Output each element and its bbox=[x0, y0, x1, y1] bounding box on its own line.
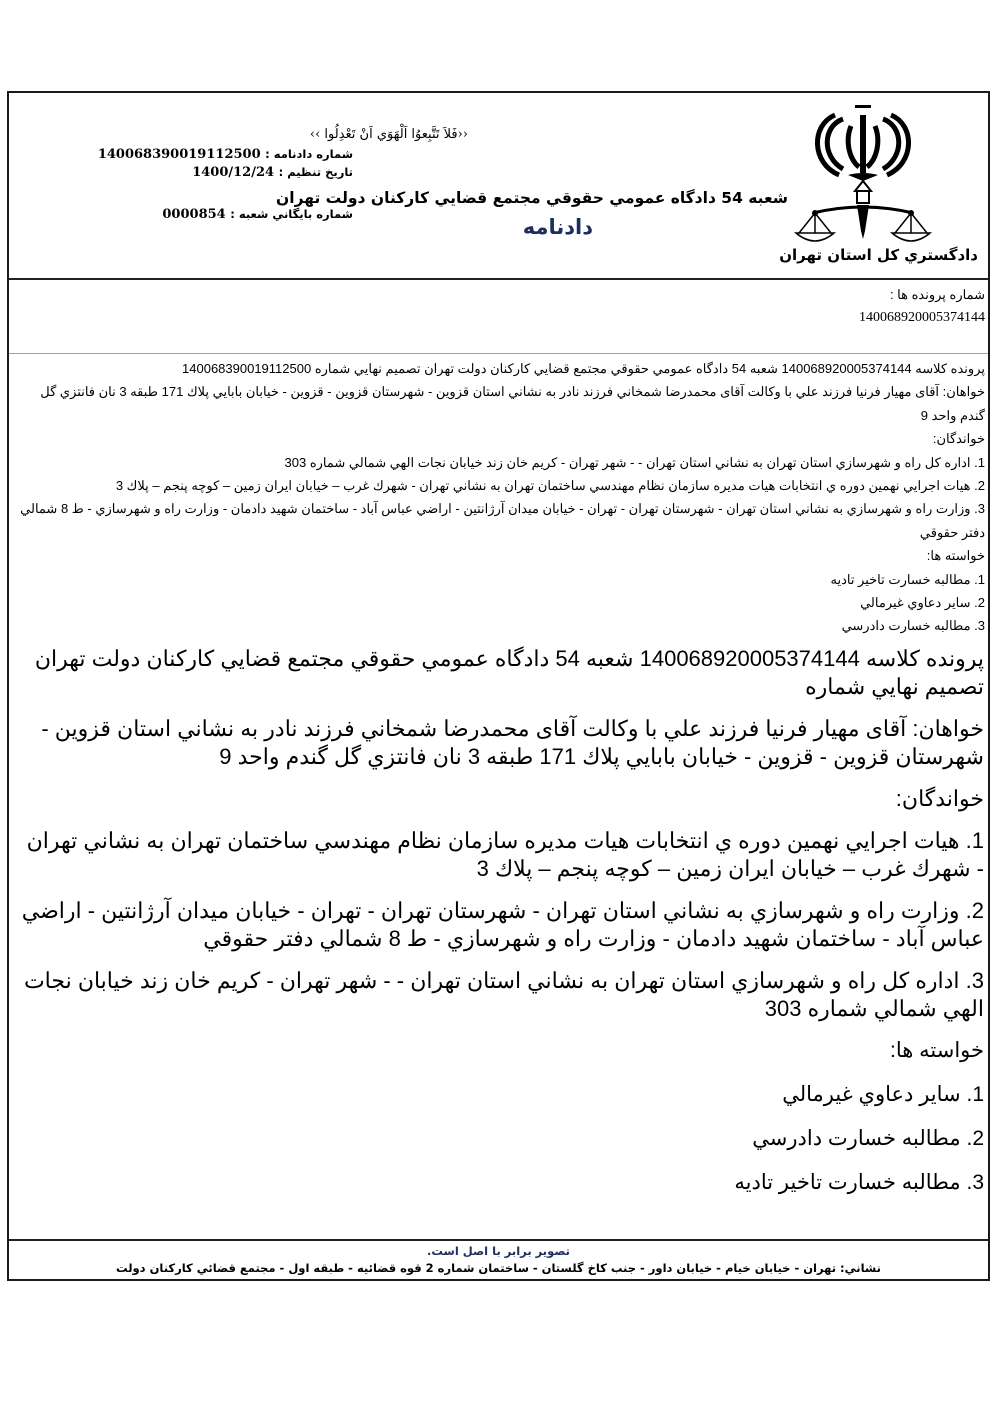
verdict-number-label: شماره دادنامه : bbox=[265, 147, 353, 161]
request-item: 2. ساير دعاوي غيرمالي bbox=[860, 595, 985, 611]
defendants-label: خواندگان: bbox=[895, 786, 984, 811]
case-line: پرونده كلاسه 140068920005374144 شعبه 54 دادگاه عمومي حقوقي مجتمع قضايي كاركنان دولت تهران تصميم نهايي شماره 140068390019112500 bbox=[182, 361, 985, 376]
request-item: 3. مطالبه خسارت دادرسي bbox=[841, 618, 985, 634]
case-summary-large bbox=[9, 645, 988, 1213]
case-files-label: شماره پرونده ها : bbox=[889, 287, 985, 302]
requests-label: خواسته ها: bbox=[890, 1039, 984, 1062]
defendants-label: خواندگان: bbox=[932, 431, 985, 447]
issue-date-label: تاريخ تنظيم : bbox=[278, 165, 353, 179]
document-frame bbox=[7, 91, 990, 1281]
defendant-item: 3. وزارت راه و شهرسازي به نشاني استان تهران - شهرستان تهران - تهران - خيابان ميدان آرژانتين - اراضي عباس آباد - ساختمان شهيد دادمان - وزارت راه و شهرسازي - ط 8 شمالي دفتر حقوقي bbox=[20, 501, 985, 540]
plaintiff: خواهان: آقای مهيار فرنيا فرزند علي با وكالت آقای محمدرضا شمخاني فرزند نادر به نشاني استان قزوين - شهرستان قزوين - قزوين - خيابان بابايي پلاك 171 طبقه 3 نان فانتزي گل گندم واحد 9 bbox=[41, 716, 984, 769]
document-title: دادنامه bbox=[522, 215, 593, 239]
verdict-number-value: 140068390019112500 bbox=[97, 147, 261, 162]
verdict-number bbox=[98, 147, 353, 162]
defendant-item: 3. اداره كل راه و شهرسازي استان تهران به نشاني استان تهران - - شهر تهران - كريم خان زند خيابان نجات الهي شمالي شماره 303 bbox=[23, 968, 984, 1021]
judiciary-emblem-icon bbox=[793, 101, 933, 246]
request-item: 2. مطالبه خسارت دادرسي bbox=[752, 1127, 984, 1150]
plaintiff: خواهان: آقای مهيار فرنيا فرزند علي با وكالت آقای محمدرضا شمخاني فرزند نادر به نشاني استان قزوين - شهرستان قزوين - قزوين - خيابان بابايي پلاك 171 طبقه 3 نان فانتزي گل گندم واحد 9 bbox=[40, 384, 985, 423]
defendant-item: 2. هيات اجرايي نهمين دوره ي انتخابات هيات مديره سازمان نظام مهندسي ساختمان تهران به نشاني تهران - شهرك غرب – خيابان ايران زمين – كوچه پنجم – پلاك 3 bbox=[115, 478, 985, 494]
case-line: پرونده كلاسه 140068920005374144 شعبه 54 دادگاه عمومي حقوقي مجتمع قضايي كاركنان دولت تهران تصميم نهايي شماره bbox=[34, 646, 984, 699]
request-item: 1. مطالبه خسارت تاخير تاديه bbox=[830, 571, 985, 587]
request-item: 1. ساير دعاوي غيرمالي bbox=[782, 1083, 984, 1106]
case-file-number: 140068920005374144 bbox=[859, 310, 985, 325]
requests-label: خواسته ها: bbox=[926, 548, 985, 564]
request-item: 3. مطالبه خسارت تاخير تاديه bbox=[734, 1171, 984, 1194]
quran-verse: ‹‹فَلاَ تَتَّبِعوُا اَلْهَوَي اَنْ تَعْدِلُوا ›› bbox=[309, 127, 468, 142]
defendant-item: 2. وزارت راه و شهرسازي به نشاني استان تهران - شهرستان تهران - تهران - خيابان ميدان آرژانتين - اراضي عباس آباد - ساختمان شهيد دادمان - وزارت راه و شهرسازي - ط 8 شمالي دفتر حقوقي bbox=[21, 898, 984, 951]
certification-note: تصوير برابر با اصل است. bbox=[427, 1244, 570, 1258]
court-address: نشاني: تهران - خيابان خيام - خيابان داور - جنب كاخ گلستان - ساختمان شماره 2 قوه قضائيه - طبقه اول - مجتمع قضائي كاركنان دولت bbox=[116, 1261, 881, 1275]
document-header bbox=[9, 93, 988, 280]
issue-date bbox=[192, 165, 353, 180]
section-divider bbox=[9, 353, 988, 354]
document-footer bbox=[9, 1239, 988, 1279]
logo-caption: دادگستري كل استان تهران bbox=[779, 246, 978, 264]
issue-date-value: 1400/12/24 bbox=[192, 165, 275, 180]
case-summary-small bbox=[13, 357, 988, 638]
defendant-item: 1. اداره كل راه و شهرسازي استان تهران به نشاني استان تهران - - شهر تهران - كريم خان زند خيابان نجات الهي شمالي شماره 303 bbox=[284, 454, 985, 470]
court-title: شعبه 54 دادگاه عمومي حقوقي مجتمع قضايي كاركنان دولت تهران bbox=[276, 189, 788, 207]
archive-number bbox=[162, 207, 353, 222]
case-files-section bbox=[9, 280, 988, 326]
archive-number-label: شماره بايگاني شعبه : bbox=[230, 207, 353, 221]
archive-number-value: 0000854 bbox=[162, 207, 226, 222]
defendant-item: 1. هيات اجرايي نهمين دوره ي انتخابات هيات مديره سازمان نظام مهندسي ساختمان تهران به نشاني تهران - شهرك غرب – خيابان ايران زمين – كوچه پنجم – پلاك 3 bbox=[26, 828, 984, 881]
